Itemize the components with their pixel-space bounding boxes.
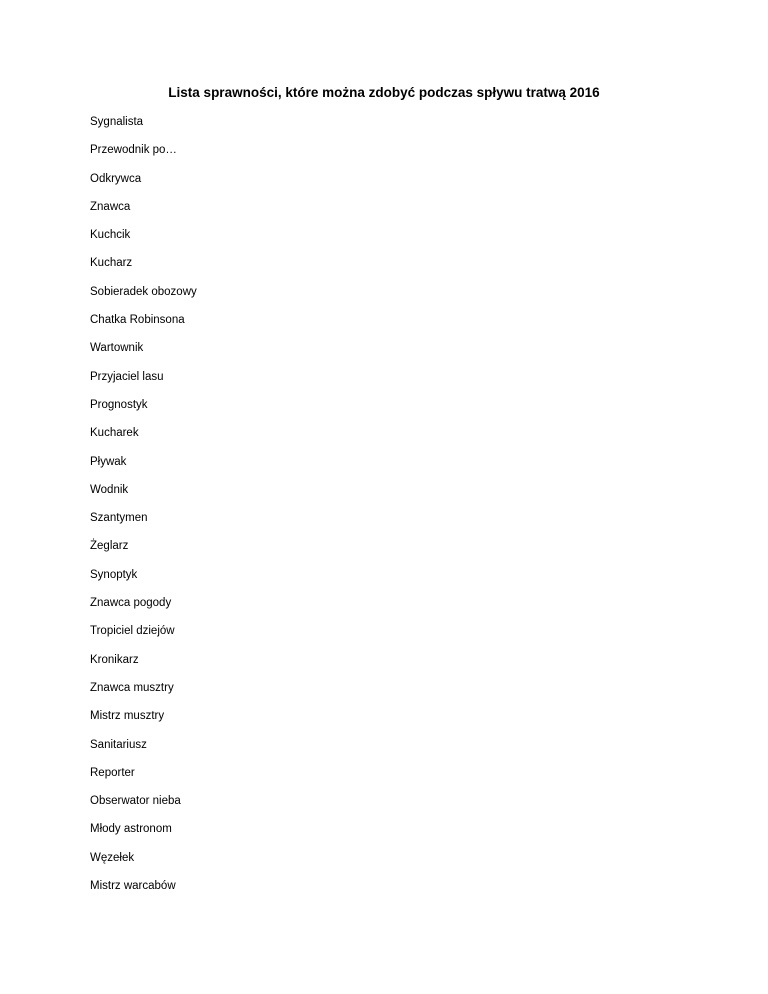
list-item: Znawca	[90, 200, 131, 213]
list-item: Przyjaciel lasu	[90, 370, 164, 383]
list-item: Reporter	[90, 766, 135, 779]
list-item: Znawca pogody	[90, 597, 172, 610]
list-item: Kuchcik	[90, 229, 131, 242]
document-title: Lista sprawności, które można zdobyć podczas spływu tratwą 2016	[168, 85, 600, 100]
list-item: Znawca musztry	[90, 681, 174, 694]
list-item: Kucharz	[90, 257, 133, 270]
badge-list	[90, 114, 197, 906]
list-item: Chatka Robinsona	[90, 314, 185, 327]
list-item: Mistrz musztry	[90, 710, 165, 723]
list-item: Pływak	[90, 455, 127, 468]
list-item: Sobieradek obozowy	[90, 285, 197, 298]
list-item: Mistrz warcabów	[90, 880, 176, 893]
list-item: Kronikarz	[90, 653, 139, 666]
list-item: Synoptyk	[90, 568, 138, 581]
list-item: Tropiciel dziejów	[90, 625, 175, 638]
list-item: Przewodnik po…	[90, 144, 177, 157]
list-item: Szantymen	[90, 512, 148, 525]
list-item: Wartownik	[90, 342, 144, 355]
list-item: Wodnik	[90, 483, 129, 496]
list-item: Młody astronom	[90, 823, 172, 836]
list-item: Sanitariusz	[90, 738, 147, 751]
list-item: Odkrywca	[90, 172, 142, 185]
list-item: Kucharek	[90, 427, 139, 440]
list-item: Węzełek	[90, 851, 135, 864]
list-item: Żeglarz	[90, 540, 129, 553]
list-item: Prognostyk	[90, 398, 148, 411]
list-item: Obserwator nieba	[90, 795, 181, 808]
list-item: Sygnalista	[90, 116, 144, 128]
